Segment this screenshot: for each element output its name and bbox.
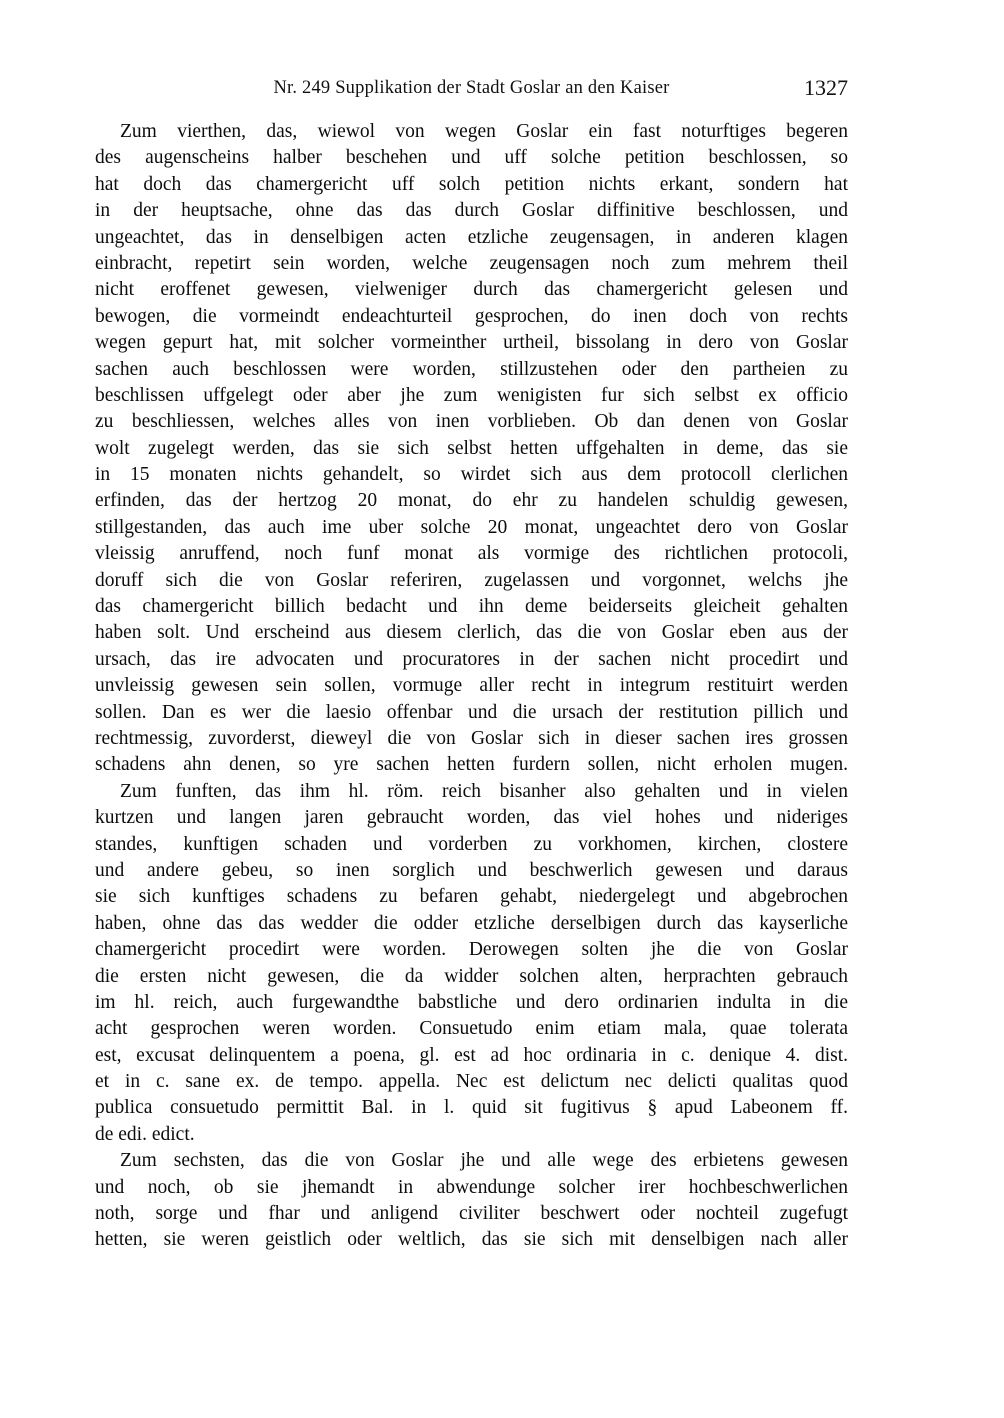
- text-line: in 15 monaten nichts gehandelt, so wirdet sich aus dem protocoll clerlichen: [95, 464, 848, 486]
- text-line: und andere gebeu, so inen sorglich und beschwerlich gewesen und daraus: [95, 859, 848, 881]
- text-line: und noch, ob sie jhemandt in abwendunge solcher irer hochbeschwerlichen: [95, 1176, 848, 1198]
- text-line: noth, sorge und fhar und anligend civiliter beschwert oder nochteil zugefugt: [95, 1203, 848, 1225]
- text-line: ungeachtet, das in denselbigen acten etzliche zeugensagen, in anderen klagen: [95, 226, 848, 248]
- text-line: im hl. reich, auch furgewandthe babstliche und dero ordinarien indulta in die: [95, 991, 848, 1013]
- text-line: des augenscheins halber beschehen und uff solche petition beschlossen, so: [95, 147, 848, 169]
- text-line: standes, kunftigen schaden und vorderben zu vorkhomen, kirchen, clostere: [95, 833, 848, 855]
- text-line: bewogen, die vormeindt endeachturteil gesprochen, do inen doch von rechts: [95, 305, 848, 327]
- text-line: hat doch das chamergericht uff solch petition nichts erkant, sondern hat: [95, 173, 848, 195]
- paragraph: [95, 1148, 848, 1254]
- text-line: Zum funften, das ihm hl. röm. reich bisanher also gehalten und in vielen: [120, 780, 848, 802]
- text-line: Zum vierthen, das, wiewol von wegen Goslar ein fast noturftiges begeren: [120, 121, 848, 142]
- text-line: erfinden, das der hertzog 20 monat, do ehr zu handelen schuldig gewesen,: [95, 490, 848, 512]
- text-line: publica consuetudo permittit Bal. in l. quid sit fugitivus § apud Labeonem ff.: [95, 1097, 848, 1119]
- text-line: unvleissig gewesen sein sollen, vormuge aller recht in integrum restituirt werden: [95, 675, 848, 697]
- text-line: stillgestanden, das auch ime uber solche 20 monat, ungeachtet dero von Goslar: [95, 516, 848, 538]
- text-line: sachen auch beschlossen were worden, stillzustehen oder den partheien zu: [95, 358, 848, 380]
- text-line: est, excusat delinquentem a poena, gl. est ad hoc ordinaria in c. denique 4. dist.: [95, 1044, 848, 1066]
- text-line: et in c. sane ex. de tempo. appella. Nec est delictum nec delicti qualitas quod: [95, 1071, 848, 1093]
- text-line: die ersten nicht gewesen, die da widder solchen alten, herprachten gebrauch: [95, 965, 848, 987]
- text-line: rechtmessig, zuvorderst, dieweyl die von Goslar sich in dieser sachen ires grossen: [95, 727, 848, 749]
- text-line: wegen gepurt hat, mit solcher vormeinther urtheil, bissolang in dero von Goslar: [95, 332, 848, 354]
- running-header: [95, 75, 848, 104]
- text-line: sie sich kunftiges schadens zu befaren gehabt, niedergelegt und abgebrochen: [95, 886, 848, 908]
- text-line: schadens ahn denen, so yre sachen hetten furdern sollen, nicht erholen mugen.: [95, 754, 848, 776]
- paragraph: [95, 119, 848, 779]
- text-line: das chamergericht billich bedacht und ihn deme beiderseits gleicheit gehalten: [95, 596, 848, 618]
- text-line: in der heuptsache, ohne das das durch Goslar diffinitive beschlossen, und: [95, 200, 848, 222]
- text-line: nicht eroffenet gewesen, vielweniger durch das chamergericht gelesen und: [95, 279, 848, 301]
- text-line: doruff sich die von Goslar referiren, zugelassen und vorgonnet, welchs jhe: [95, 569, 848, 591]
- text-line: einbracht, repetirt sein worden, welche zeugensagen noch zum mehrem theil: [95, 252, 848, 274]
- text-line: de edi. edict.: [95, 1123, 195, 1145]
- text-line: haben solt. Und erscheind aus diesem clerlich, das die von Goslar eben aus der: [95, 622, 848, 644]
- text-line: haben, ohne das das wedder die odder etzliche derselbigen durch das kayserliche: [95, 912, 848, 934]
- text-line: ursach, das ire advocaten und procuratores in der sachen nicht procedirt und: [95, 648, 848, 670]
- text-block: [95, 119, 848, 1254]
- text-line: wolt zugelegt werden, das sie sich selbst hetten uffgehalten in deme, das sie: [95, 437, 848, 459]
- header-title: Nr. 249 Supplikation der Stadt Goslar an den Kaiser: [273, 78, 670, 98]
- text-line: Zum sechsten, das die von Goslar jhe und alle wege des erbietens gewesen: [120, 1150, 848, 1172]
- page-number: 1327: [804, 75, 848, 100]
- text-line: vleissig anruffend, noch funf monat als vormige des richtlichen protocoli,: [95, 543, 848, 565]
- text-line: hetten, sie weren geistlich oder weltlich, das sie sich mit denselbigen nach aller: [95, 1229, 848, 1251]
- text-line: beschlissen uffgelegt oder aber jhe zum wenigisten fur sich selbst ex officio: [95, 384, 848, 406]
- text-line: sollen. Dan es wer die laesio offenbar und die ursach der restitution pillich und: [95, 701, 848, 723]
- text-line: chamergericht procedirt were worden. Derowegen solten jhe die von Goslar: [95, 939, 848, 961]
- text-line: kurtzen und langen jaren gebraucht worden, das viel hohes und nideriges: [95, 807, 848, 829]
- text-line: acht gesprochen weren worden. Consuetudo enim etiam mala, quae tolerata: [95, 1018, 848, 1040]
- paragraph: [95, 779, 848, 1148]
- text-line: zu beschliessen, welches alles von inen vorblieben. Ob dan denen von Goslar: [95, 411, 848, 433]
